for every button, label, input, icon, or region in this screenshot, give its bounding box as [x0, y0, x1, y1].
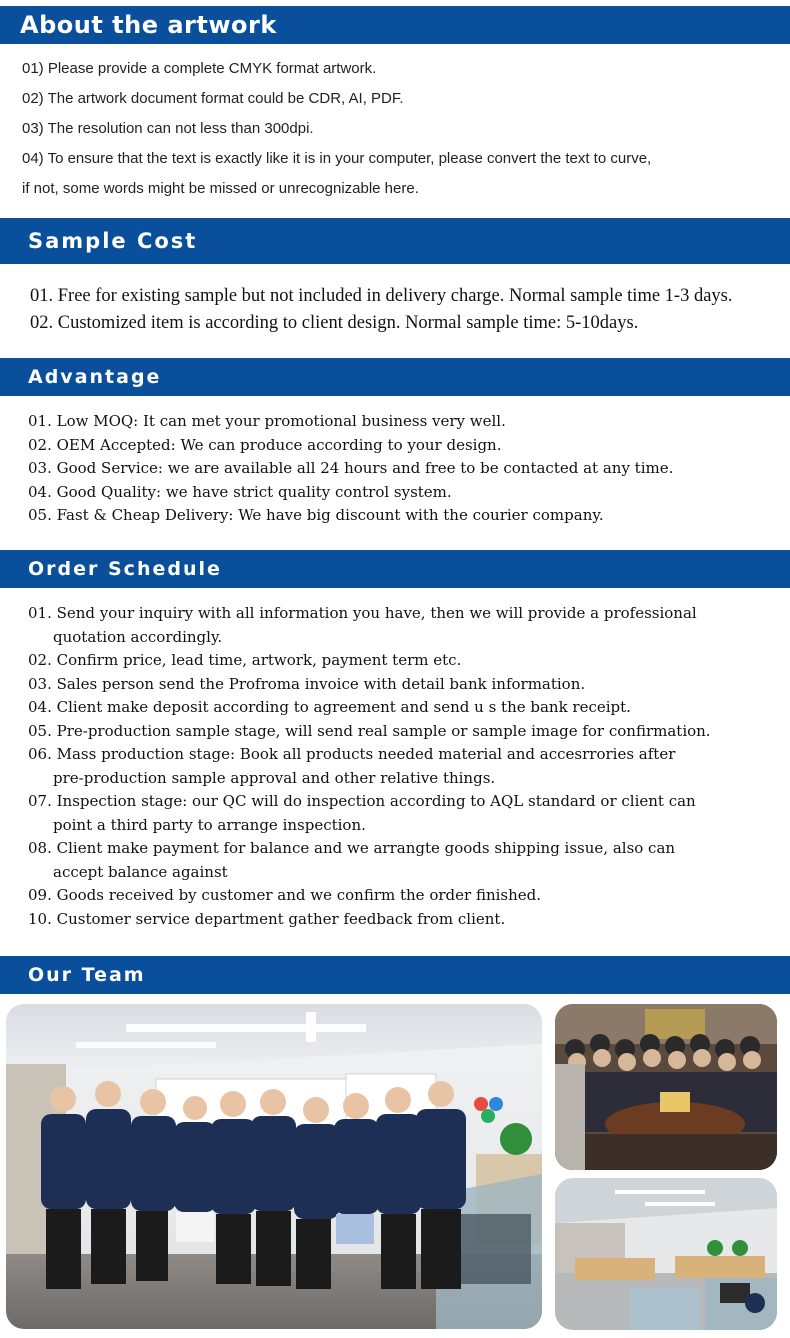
team-title: Our Team [28, 964, 146, 986]
sample-cost-header [0, 218, 790, 264]
artwork-item: 04) To ensure that the text is exactly like it is in your computer, please convert the text to curve, [22, 150, 652, 167]
sample-cost-title: Sample Cost [28, 229, 198, 253]
artwork-item: if not, some words might be missed or unrecognizable here. [22, 180, 419, 197]
order-step-line: 05. Pre-production sample stage, will send real sample or sample image for confirmation. [28, 721, 711, 740]
team-dinner-photo [555, 1004, 777, 1170]
sample-cost-list [30, 283, 733, 337]
advantage-list [28, 410, 673, 528]
order-step-line: 03. Sales person send the Profroma invoice with detail bank information. [28, 674, 586, 693]
advantage-header [0, 358, 790, 396]
order-step-line: 02. Confirm price, lead time, artwork, payment term etc. [28, 651, 462, 669]
order-step [28, 837, 711, 884]
order-step [28, 908, 711, 932]
advantage-title: Advantage [28, 366, 162, 388]
advantage-item: 02. OEM Accepted: We can produce according to your design. [28, 435, 502, 454]
artwork-header [0, 6, 790, 44]
order-step-line: 04. Client make deposit according to agreement and send u s the bank receipt. [28, 698, 631, 716]
order-step-line: 06. Mass production stage: Book all products needed material and accesrrories after [28, 745, 676, 763]
order-step-line: 09. Goods received by customer and we confirm the order finished. [28, 886, 542, 904]
order-step [28, 790, 711, 837]
artwork-list [22, 54, 651, 204]
order-step [28, 673, 711, 697]
team-group-photo [6, 1004, 542, 1329]
order-step [28, 602, 711, 649]
order-step-line: 07. Inspection stage: our QC will do inspection according to AQL standard or client can [28, 792, 696, 810]
order-step-line: quotation accordingly. [53, 627, 223, 646]
order-step-line: accept balance against [53, 862, 228, 881]
order-step-line: 08. Client make payment for balance and we arrangte goods shipping issue, also can [28, 839, 676, 857]
office-photo [555, 1178, 777, 1330]
order-step [28, 720, 711, 744]
advantage-item: 04. Good Quality: we have strict quality control system. [28, 482, 452, 501]
team-header [0, 956, 790, 994]
order-schedule-title: Order Schedule [28, 558, 222, 580]
order-step-line: point a third party to arrange inspection. [53, 815, 366, 834]
artwork-item: 03) The resolution can not less than 300dpi. [22, 120, 314, 137]
order-step-line: pre-production sample approval and other relative things. [53, 768, 496, 787]
order-step [28, 743, 711, 790]
advantage-item: 01. Low MOQ: It can met your promotional business very well. [28, 412, 506, 430]
order-schedule-list [28, 602, 711, 931]
sample-cost-item: 02. Customized item is according to client design. Normal sample time: 5-10days. [30, 313, 639, 333]
order-step [28, 884, 711, 908]
artwork-item: 02) The artwork document format could be CDR, AI, PDF. [22, 90, 404, 107]
sample-cost-item: 01. Free for existing sample but not included in delivery charge. Normal sample time 1-3 days. [30, 286, 733, 306]
artwork-title: About the artwork [20, 11, 277, 39]
order-step-line: 01. Send your inquiry with all information you have, then we will provide a professional [28, 604, 697, 622]
order-step-line: 10. Customer service department gather feedback from client. [28, 909, 506, 928]
order-schedule-header [0, 550, 790, 588]
order-step [28, 649, 711, 673]
advantage-item: 03. Good Service: we are available all 24 hours and free to be contacted at any time. [28, 459, 674, 478]
artwork-item: 01) Please provide a complete CMYK format artwork. [22, 60, 377, 77]
advantage-item: 05. Fast & Cheap Delivery: We have big discount with the courier company. [28, 506, 604, 525]
order-step [28, 696, 711, 720]
